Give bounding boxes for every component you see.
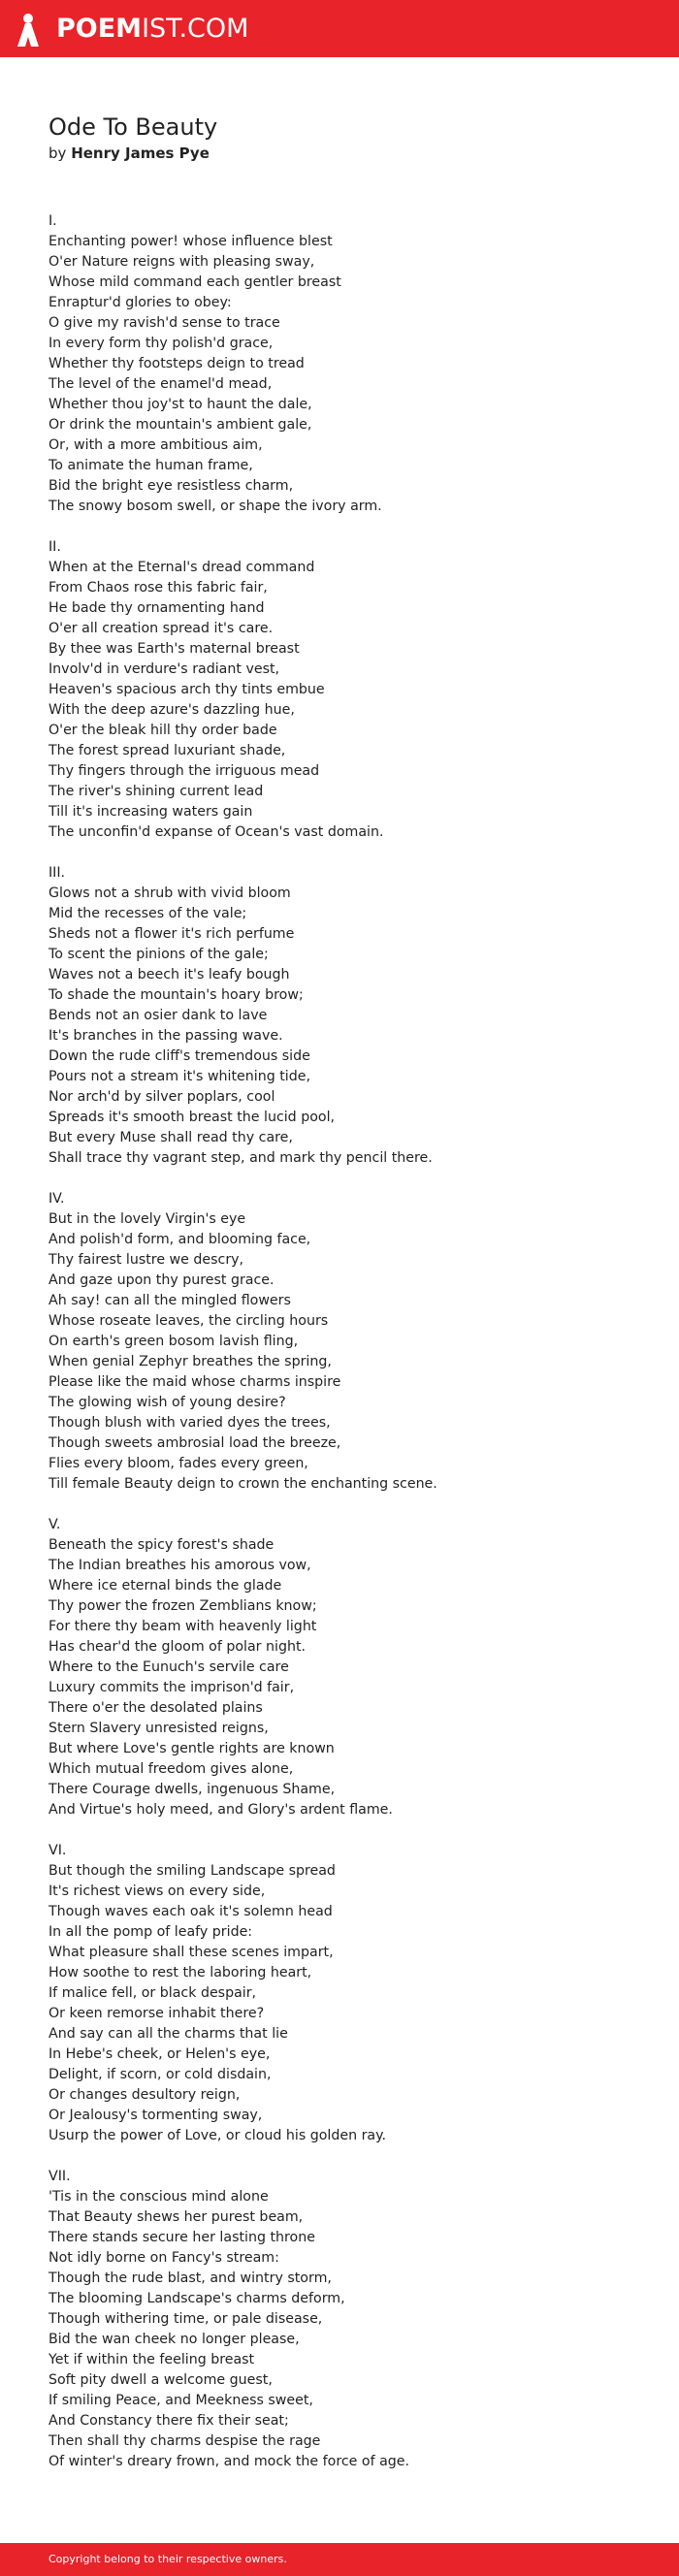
poem-line: Mid the recesses of the vale; bbox=[48, 906, 247, 921]
stanza bbox=[48, 211, 650, 517]
poem-line: But where Love's gentle rights are known bbox=[48, 1741, 335, 1756]
poem-line: Please like the maid whose charms inspire bbox=[48, 1374, 341, 1390]
poem-line: The Indian breathes his amorous vow, bbox=[48, 1558, 311, 1573]
footer-bar bbox=[0, 2543, 679, 2576]
poem-line: Enraptur'd glories to obey: bbox=[48, 295, 232, 310]
poem-line: Then shall thy charms despise the rage bbox=[48, 2433, 321, 2449]
poem-line: If malice fell, or black despair, bbox=[48, 1985, 257, 2001]
poem-line: Ah say! can all the mingled flowers bbox=[48, 1293, 291, 1308]
poem-line: Bid the bright eye resistless charm, bbox=[48, 478, 294, 494]
copyright-notice: Copyright belong to their respective owners. bbox=[48, 2553, 287, 2565]
poem-line: O'er all creation spread it's care. bbox=[48, 621, 274, 636]
poem-line: By thee was Earth's maternal breast bbox=[48, 641, 300, 657]
poem-line: The river's shining current lead bbox=[48, 784, 264, 799]
poem-line: O'er the bleak hill thy order bade bbox=[48, 723, 277, 738]
stanza bbox=[48, 863, 650, 1169]
author-name[interactable]: Henry James Pye bbox=[71, 145, 210, 162]
poem-line: O give my ravish'd sense to trace bbox=[48, 315, 280, 331]
poem-line: Nor arch'd by silver poplars, cool bbox=[48, 1089, 275, 1105]
brand-bold: POEM bbox=[56, 14, 143, 44]
poem-line: From Chaos rose this fabric fair, bbox=[48, 580, 268, 596]
poem-line: Thy fingers through the irriguous mead bbox=[48, 763, 320, 779]
poem-line: Where to the Eunuch's servile care bbox=[48, 1659, 289, 1675]
poem-line: The forest spread luxuriant shade, bbox=[48, 743, 286, 758]
poem-line: Pours not a stream it's whitening tide, bbox=[48, 1069, 310, 1084]
poem-line: The blooming Landscape's charms deform, bbox=[48, 2291, 345, 2306]
poem-line: Till female Beauty deign to crown the enchanting scene. bbox=[48, 1476, 437, 1492]
poem-line: And polish'd form, and blooming face, bbox=[48, 1232, 311, 1247]
poem-line: And Constancy there fix their seat; bbox=[48, 2413, 289, 2429]
stanza-number: III. bbox=[48, 865, 66, 881]
poem-line: Or Jealousy's tormenting sway, bbox=[48, 2108, 263, 2123]
poem-line: Thy fairest lustre we descry, bbox=[48, 1252, 244, 1268]
poem-line: Which mutual freedom gives alone, bbox=[48, 1761, 294, 1777]
poem-line: He bade thy ornamenting hand bbox=[48, 600, 265, 616]
stanza bbox=[48, 1515, 650, 1820]
poem-line: There o'er the desolated plains bbox=[48, 1700, 263, 1716]
poem-line: But in the lovely Virgin's eye bbox=[48, 1211, 246, 1227]
poem-line: There stands secure her lasting throne bbox=[48, 2230, 315, 2245]
poem-line: Usurp the power of Love, or cloud his golden ray. bbox=[48, 2128, 386, 2143]
poem-line: Where ice eternal binds the glade bbox=[48, 1578, 282, 1594]
poem-line: Or keen remorse inhabit there? bbox=[48, 2006, 265, 2021]
site-logo[interactable] bbox=[56, 13, 248, 46]
poem-line: Whose roseate leaves, the circling hours bbox=[48, 1313, 329, 1329]
poem-line: Shall trace thy vagrant step, and mark thy pencil there. bbox=[48, 1150, 433, 1166]
poem-line: To animate the human frame, bbox=[48, 458, 253, 473]
poem-line: Though waves each oak it's solemn head bbox=[48, 1904, 333, 1919]
stanza-number: I. bbox=[48, 213, 57, 229]
poem-line: Though withering time, or pale disease, bbox=[48, 2311, 323, 2327]
poem-line: There Courage dwells, ingenuous Shame, bbox=[48, 1782, 336, 1797]
poem-line: When genial Zephyr breathes the spring, bbox=[48, 1354, 332, 1369]
poem-line: Heaven's spacious arch thy tints embue bbox=[48, 682, 325, 697]
poem-line: Whether thy footsteps deign to tread bbox=[48, 356, 305, 371]
poem-line: In every form thy polish'd grace, bbox=[48, 336, 274, 351]
poem-line: Whether thou joy'st to haunt the dale, bbox=[48, 397, 312, 412]
poem-line: But every Muse shall read thy care, bbox=[48, 1130, 293, 1145]
header-bar bbox=[0, 0, 679, 57]
poem-line: Luxury commits the imprison'd fair, bbox=[48, 1680, 295, 1695]
poem-line: Flies every bloom, fades every green, bbox=[48, 1456, 308, 1471]
poem-line: 'Tis in the conscious mind alone bbox=[48, 2189, 269, 2205]
poem-line: Thy power the frozen Zemblians know; bbox=[48, 1598, 317, 1614]
stanza bbox=[48, 1841, 650, 2146]
stanza-number: IV. bbox=[48, 1191, 65, 1207]
poem-line: Till it's increasing waters gain bbox=[48, 804, 253, 820]
brand-rest: IST.COM bbox=[142, 14, 249, 44]
poem-line: Has chear'd the gloom of polar night. bbox=[48, 1639, 307, 1655]
poem-line: Whose mild command each gentler breast bbox=[48, 274, 341, 290]
poem-line: Though blush with varied dyes the trees, bbox=[48, 1415, 331, 1431]
poem-line: Glows not a shrub with vivid bloom bbox=[48, 886, 291, 901]
poem-line: It's richest views on every side, bbox=[48, 1884, 266, 1899]
poem-line: Bid the wan cheek no longer please, bbox=[48, 2332, 300, 2347]
poem-line: The snowy bosom swell, or shape the ivory arm. bbox=[48, 499, 382, 514]
poem-line: Of winter's dreary frown, and mock the force of age. bbox=[48, 2454, 410, 2469]
stanza-number: VI. bbox=[48, 1843, 67, 1858]
poem-line: It's branches in the passing wave. bbox=[48, 1028, 283, 1044]
poem-line: The level of the enamel'd mead, bbox=[48, 376, 273, 392]
poem-line: If smiling Peace, and Meekness sweet, bbox=[48, 2393, 313, 2408]
poem-title: Ode To Beauty bbox=[48, 113, 218, 141]
poem-line: Stern Slavery unresisted reigns, bbox=[48, 1721, 269, 1736]
poem-body bbox=[48, 211, 650, 2493]
poem-line: For there thy beam with heavenly light bbox=[48, 1619, 317, 1634]
poem-line: Or, with a more ambitious aim, bbox=[48, 437, 263, 453]
poem-line: Not idly borne on Fancy's stream: bbox=[48, 2250, 279, 2266]
poem-line: And Virtue's holy meed, and Glory's ardent flame. bbox=[48, 1802, 393, 1818]
poem-line: Sheds not a flower it's rich perfume bbox=[48, 926, 295, 942]
by-label: by bbox=[48, 145, 67, 162]
poem-line: And say can all the charms that lie bbox=[48, 2026, 288, 2042]
poem-line: How soothe to rest the laboring heart, bbox=[48, 1965, 312, 1980]
poem-line: To scent the pinions of the gale; bbox=[48, 947, 269, 962]
byline bbox=[48, 144, 210, 163]
poem-line: Though sweets ambrosial load the breeze, bbox=[48, 1435, 341, 1451]
stanza-number: VII. bbox=[48, 2169, 71, 2184]
poem-line: Or changes desultory reign, bbox=[48, 2087, 241, 2103]
poem-line: Down the rude cliff's tremendous side bbox=[48, 1048, 310, 1064]
pencil-tip-icon[interactable] bbox=[14, 10, 43, 48]
poem-line: In all the pomp of leafy pride: bbox=[48, 1924, 253, 1940]
poem-line: O'er Nature reigns with pleasing sway, bbox=[48, 254, 315, 270]
poem-line: The unconfin'd expanse of Ocean's vast domain. bbox=[48, 824, 384, 840]
poem-line: Delight, if scorn, or cold disdain, bbox=[48, 2067, 272, 2082]
poem-line: Involv'd in verdure's radiant vest, bbox=[48, 661, 280, 677]
poem-line: Waves not a beech it's leafy bough bbox=[48, 967, 290, 982]
poem-line: To shade the mountain's hoary brow; bbox=[48, 987, 304, 1003]
poem-line: Enchanting power! whose influence blest bbox=[48, 234, 333, 249]
poem-line: Beneath the spicy forest's shade bbox=[48, 1537, 275, 1553]
poem-line: On earth's green bosom lavish fling, bbox=[48, 1334, 299, 1349]
poem-line: Though the rude blast, and wintry storm, bbox=[48, 2270, 332, 2286]
poem-line: The glowing wish of young desire? bbox=[48, 1395, 286, 1410]
poem-line: That Beauty shews her purest beam, bbox=[48, 2209, 304, 2225]
stanza-number: II. bbox=[48, 539, 61, 555]
poem-line: Bends not an osier dank to lave bbox=[48, 1008, 268, 1023]
poem-line: What pleasure shall these scenes impart, bbox=[48, 1945, 334, 1960]
poem-line: Or drink the mountain's ambient gale, bbox=[48, 417, 312, 433]
poem-line: With the deep azure's dazzling hue, bbox=[48, 702, 295, 718]
stanza-number: V. bbox=[48, 1517, 61, 1532]
stanza bbox=[48, 2167, 650, 2472]
poem-line: When at the Eternal's dread command bbox=[48, 560, 315, 575]
poem-line: But though the smiling Landscape spread bbox=[48, 1863, 336, 1879]
poem-line: Yet if within the feeling breast bbox=[48, 2352, 255, 2367]
stanza bbox=[48, 1189, 650, 1495]
poem-line: Spreads it's smooth breast the lucid pool, bbox=[48, 1110, 336, 1125]
poem-line: In Hebe's cheek, or Helen's eye, bbox=[48, 2046, 271, 2062]
stanza bbox=[48, 537, 650, 843]
poem-line: Soft pity dwell a welcome guest, bbox=[48, 2372, 273, 2388]
poem-line: And gaze upon thy purest grace. bbox=[48, 1272, 275, 1288]
